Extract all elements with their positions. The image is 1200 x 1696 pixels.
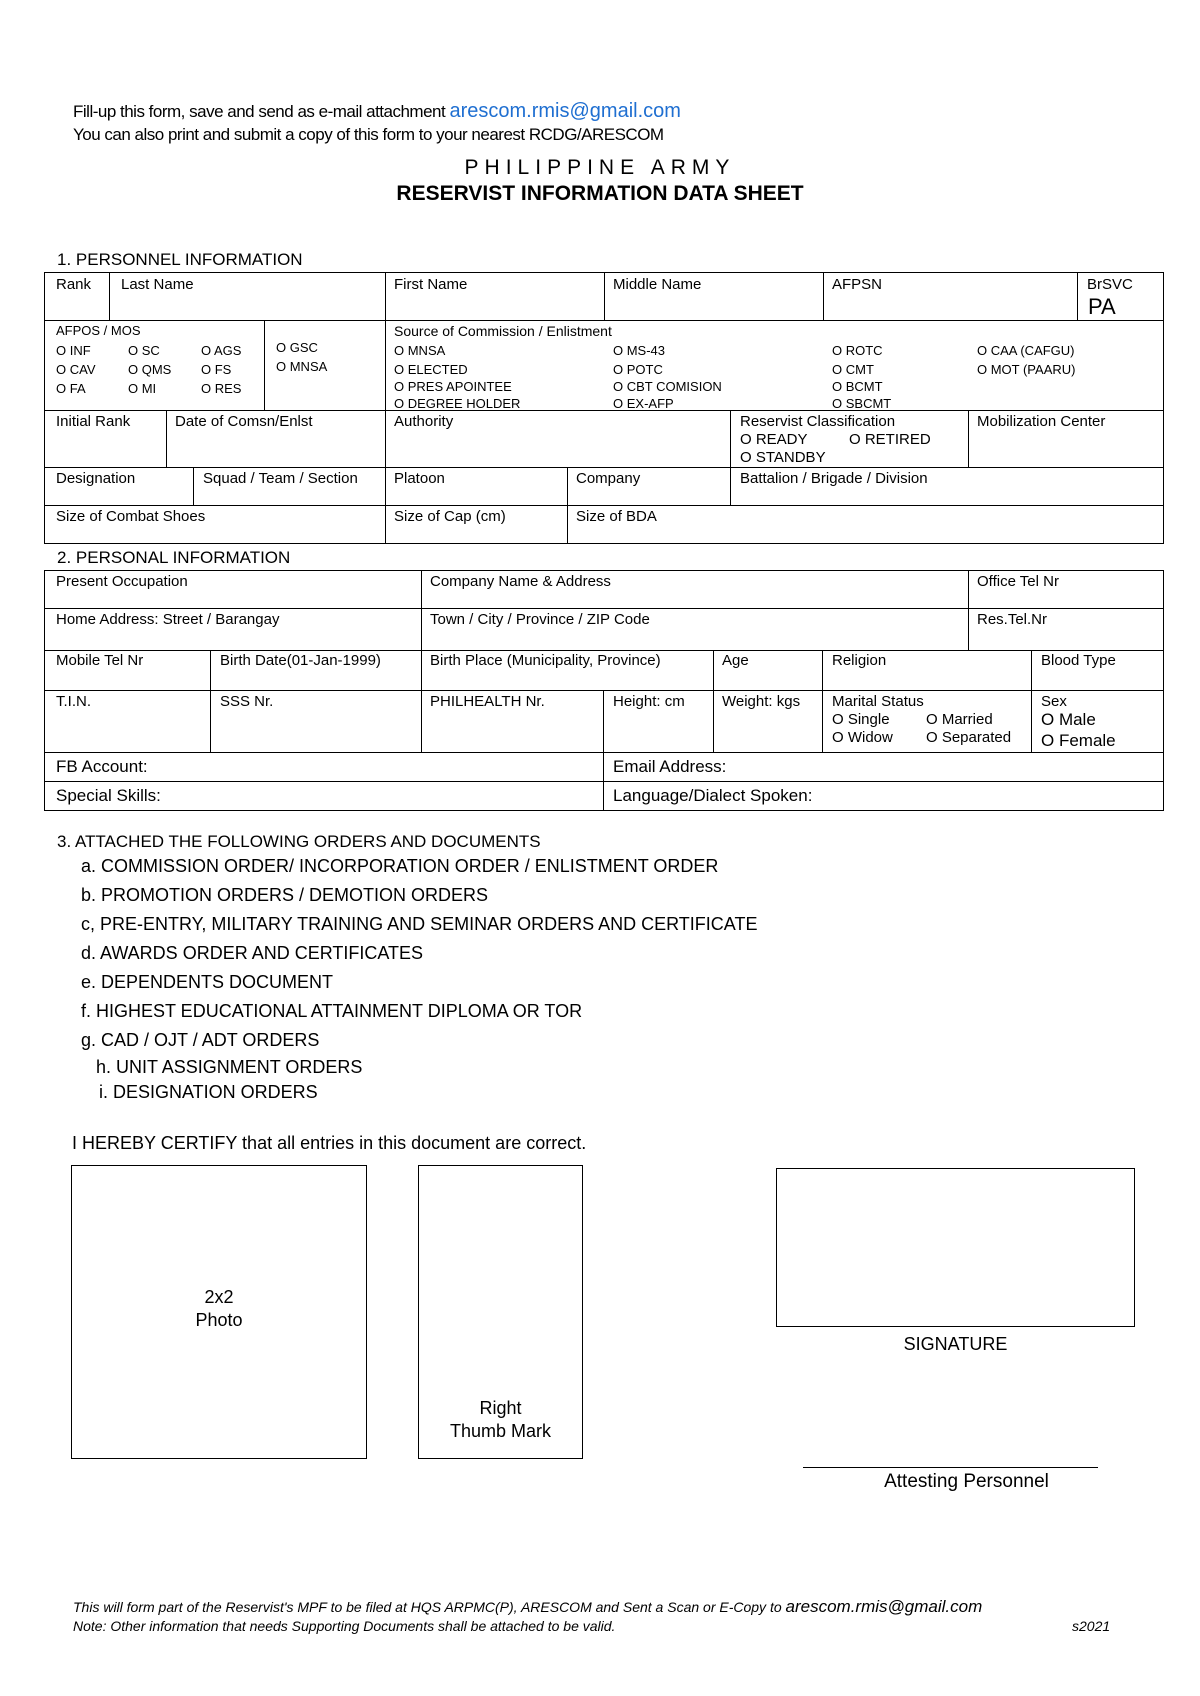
signature-box[interactable] bbox=[776, 1168, 1135, 1327]
birth-place-field[interactable]: Birth Place (Municipality, Province) bbox=[430, 652, 661, 669]
afpos-option[interactable]: O FA bbox=[56, 381, 86, 396]
certify-statement: I HEREBY CERTIFY that all entries in this document are correct. bbox=[72, 1133, 587, 1153]
document-item: i. DESIGNATION ORDERS bbox=[99, 1082, 318, 1102]
company-field[interactable]: Company bbox=[576, 470, 641, 487]
commission-option[interactable]: O MOT (PAARU) bbox=[977, 362, 1076, 377]
philhealth-field[interactable]: PHILHEALTH Nr. bbox=[430, 693, 545, 710]
male-option[interactable]: O Male bbox=[1041, 710, 1096, 729]
commission-option[interactable]: O POTC bbox=[613, 362, 663, 377]
email-link[interactable]: arescom.rmis@gmail.com bbox=[449, 100, 681, 122]
afpos-option[interactable]: O MI bbox=[128, 381, 157, 396]
ready-option[interactable]: O READY bbox=[740, 431, 808, 448]
authority-field[interactable]: Authority bbox=[394, 413, 454, 430]
squad-field[interactable]: Squad / Team / Section bbox=[203, 470, 358, 487]
document-item: c, PRE-ENTRY, MILITARY TRAINING AND SEMINAR ORDERS AND CERTIFICATE bbox=[81, 914, 758, 934]
cap-field[interactable]: Size of Cap (cm) bbox=[394, 508, 506, 525]
afpsn-field[interactable]: AFPSN bbox=[832, 276, 883, 293]
commission-option[interactable]: O CMT bbox=[832, 362, 874, 377]
rank-field[interactable]: Rank bbox=[56, 276, 92, 293]
female-option[interactable]: O Female bbox=[1041, 731, 1116, 750]
tin-field[interactable]: T.I.N. bbox=[56, 693, 92, 710]
commission-option[interactable]: O EX-AFP bbox=[613, 396, 674, 411]
sss-field[interactable]: SSS Nr. bbox=[220, 693, 274, 710]
religion-field[interactable]: Religion bbox=[832, 652, 887, 669]
standby-option[interactable]: O STANDBY bbox=[740, 449, 826, 466]
designation-field[interactable]: Designation bbox=[56, 470, 136, 487]
single-option[interactable]: O Single bbox=[832, 711, 890, 728]
photo-label: 2x2 Photo bbox=[195, 1287, 243, 1330]
section-2-heading: 2. PERSONAL INFORMATION bbox=[57, 548, 291, 567]
email-address-field[interactable]: Email Address: bbox=[613, 757, 727, 776]
thumb-mark-label: Right Thumb Mark bbox=[449, 1398, 552, 1441]
office-tel-field[interactable]: Office Tel Nr bbox=[977, 573, 1059, 590]
commission-option[interactable]: O DEGREE HOLDER bbox=[394, 396, 521, 411]
middle-name-field[interactable]: Middle Name bbox=[613, 276, 702, 293]
document-item: d. AWARDS ORDER AND CERTIFICATES bbox=[81, 943, 424, 963]
blood-type-field[interactable]: Blood Type bbox=[1041, 652, 1116, 669]
afpos-option[interactable]: O MNSA bbox=[276, 359, 328, 374]
afpos-option[interactable]: O AGS bbox=[201, 343, 242, 358]
intro-line-1: Fill-up this form, save and send as e-mail attachment arescom.rmis@gmail.com bbox=[73, 100, 681, 122]
attesting-line bbox=[803, 1467, 1098, 1468]
form-title: RESERVIST INFORMATION DATA SHEET bbox=[396, 182, 804, 205]
sex-label: Sex bbox=[1041, 693, 1067, 710]
afpos-option[interactable]: O CAV bbox=[56, 362, 96, 377]
document-item: e. DEPENDENTS DOCUMENT bbox=[81, 972, 334, 992]
afpos-option[interactable]: O RES bbox=[201, 381, 242, 396]
occupation-field[interactable]: Present Occupation bbox=[56, 573, 188, 590]
org-name: PHILIPPINE ARMY bbox=[464, 156, 736, 179]
special-skills-field[interactable]: Special Skills: bbox=[56, 786, 161, 805]
company-address-field[interactable]: Company Name & Address bbox=[430, 573, 611, 590]
document-item: a. COMMISSION ORDER/ INCORPORATION ORDER / ENLISTMENT ORDER bbox=[81, 856, 719, 876]
married-option[interactable]: O Married bbox=[926, 711, 993, 728]
last-name-field[interactable]: Last Name bbox=[121, 276, 194, 293]
commission-option[interactable]: O PRES APOINTEE bbox=[394, 379, 512, 394]
intro-line-2: You can also print and submit a copy of this form to your nearest RCDG/ARESCOM bbox=[73, 125, 664, 144]
brsvc-label: BrSVC bbox=[1087, 276, 1133, 293]
afpos-option[interactable]: O GSC bbox=[276, 340, 318, 355]
footer-line-2: Note: Other information that needs Supporting Documents shall be attached to be valid. bbox=[73, 1618, 616, 1634]
age-field[interactable]: Age bbox=[722, 652, 749, 669]
commission-option[interactable]: O SBCMT bbox=[832, 396, 892, 411]
footer-code: s2021 bbox=[1072, 1618, 1111, 1634]
footer-email[interactable]: arescom.rmis@gmail.com bbox=[785, 1597, 983, 1616]
language-field[interactable]: Language/Dialect Spoken: bbox=[613, 786, 813, 805]
initial-rank-field[interactable]: Initial Rank bbox=[56, 413, 131, 430]
birth-date-field[interactable]: Birth Date(01-Jan-1999) bbox=[220, 652, 381, 669]
res-tel-field[interactable]: Res.Tel.Nr bbox=[977, 611, 1048, 628]
attesting-label: Attesting Personnel bbox=[884, 1471, 1049, 1492]
document-item: b. PROMOTION ORDERS / DEMOTION ORDERS bbox=[81, 885, 489, 905]
commission-option[interactable]: O MS-43 bbox=[613, 343, 666, 358]
retired-option[interactable]: O RETIRED bbox=[849, 431, 931, 448]
commission-option[interactable]: O ELECTED bbox=[394, 362, 468, 377]
afpos-option[interactable]: O FS bbox=[201, 362, 232, 377]
commission-option[interactable]: O ROTC bbox=[832, 343, 883, 358]
separated-option[interactable]: O Separated bbox=[926, 729, 1012, 746]
footer-line-1: This will form part of the Reservist's MPF to be filed at HQS ARPMC(P), ARESCOM and Sent a Scan or E-Copy to arescom.rmis@gmail.com bbox=[73, 1597, 983, 1616]
fb-account-field[interactable]: FB Account: bbox=[56, 757, 148, 776]
commission-option[interactable]: O MNSA bbox=[394, 343, 446, 358]
shoes-field[interactable]: Size of Combat Shoes bbox=[56, 508, 206, 525]
commission-option[interactable]: O CAA (CAFGU) bbox=[977, 343, 1075, 358]
reservist-class-label: Reservist Classification bbox=[740, 413, 896, 430]
date-comsn-field[interactable]: Date of Comsn/Enlst bbox=[175, 413, 313, 430]
battalion-field[interactable]: Battalion / Brigade / Division bbox=[740, 470, 928, 487]
commission-option[interactable]: O BCMT bbox=[832, 379, 883, 394]
commission-option[interactable]: O CBT COMISION bbox=[613, 379, 722, 394]
town-field[interactable]: Town / City / Province / ZIP Code bbox=[430, 611, 650, 628]
height-field[interactable]: Height: cm bbox=[613, 693, 685, 710]
weight-field[interactable]: Weight: kgs bbox=[722, 693, 801, 710]
home-address-field[interactable]: Home Address: Street / Barangay bbox=[56, 611, 280, 628]
document-item: h. UNIT ASSIGNMENT ORDERS bbox=[96, 1057, 363, 1077]
afpos-option[interactable]: O QMS bbox=[128, 362, 172, 377]
marital-label: Marital Status bbox=[832, 693, 924, 710]
mobile-field[interactable]: Mobile Tel Nr bbox=[56, 652, 144, 669]
section-3-heading: 3. ATTACHED THE FOLLOWING ORDERS AND DOCUMENTS bbox=[57, 832, 541, 851]
signature-label: SIGNATURE bbox=[903, 1334, 1008, 1354]
afpos-label: AFPOS / MOS bbox=[56, 323, 141, 338]
mobilization-field[interactable]: Mobilization Center bbox=[977, 413, 1106, 430]
afpos-option[interactable]: O SC bbox=[128, 343, 160, 358]
commission-label: Source of Commission / Enlistment bbox=[394, 323, 612, 339]
document-item: f. HIGHEST EDUCATIONAL ATTAINMENT DIPLOMA OR TOR bbox=[81, 1001, 583, 1021]
first-name-field[interactable]: First Name bbox=[394, 276, 468, 293]
brsvc-value: PA bbox=[1088, 294, 1116, 319]
widow-option[interactable]: O Widow bbox=[832, 729, 893, 746]
platoon-field[interactable]: Platoon bbox=[394, 470, 445, 487]
afpos-option[interactable]: O INF bbox=[56, 343, 91, 358]
section-1-heading: 1. PERSONNEL INFORMATION bbox=[57, 250, 303, 269]
bda-field[interactable]: Size of BDA bbox=[576, 508, 657, 525]
document-item: g. CAD / OJT / ADT ORDERS bbox=[81, 1030, 320, 1050]
